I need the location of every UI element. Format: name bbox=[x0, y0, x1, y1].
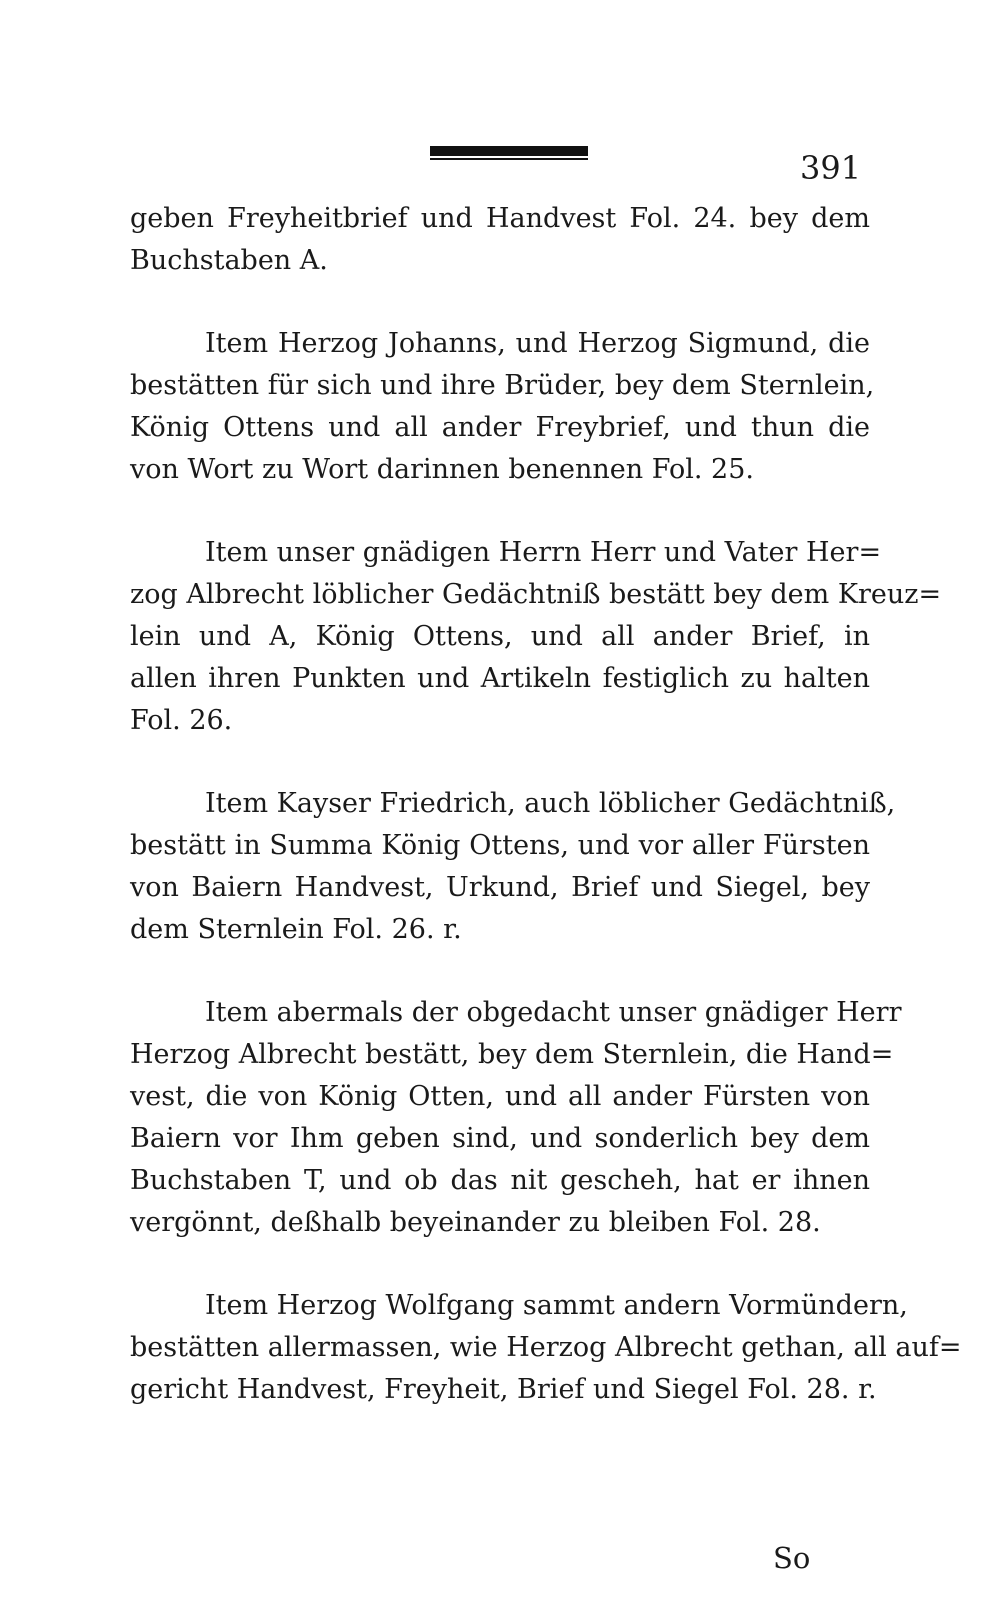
paragraph-gap bbox=[130, 951, 870, 992]
text-line: bestätten für sich und ihre Brüder, bey dem Sternlein, bbox=[130, 370, 875, 401]
text-line: König Ottens und all ander Freybrief, und thun die bbox=[130, 412, 870, 443]
header-rule-thick bbox=[430, 146, 588, 156]
paragraph bbox=[130, 783, 896, 951]
text-line: zog Albrecht löblicher Gedächtniß bestätt bey dem Kreuz= bbox=[130, 579, 942, 610]
paragraph-gap bbox=[130, 1244, 870, 1285]
text-line: von Baiern Handvest, Urkund, Brief und Siegel, bey bbox=[130, 872, 870, 903]
paragraph bbox=[130, 1285, 962, 1411]
text-line: Buchstaben A. bbox=[130, 245, 328, 276]
text-line: Item abermals der obgedacht unser gnädiger Herr bbox=[205, 997, 902, 1028]
text-line: bestätten allermassen, wie Herzog Albrecht gethan, all auf= bbox=[130, 1332, 962, 1363]
paragraph bbox=[130, 532, 942, 742]
text-line: Item Herzog Wolfgang sammt andern Vormündern, bbox=[205, 1290, 908, 1321]
text-line: gericht Handvest, Freyheit, Brief und Siegel Fol. 28. r. bbox=[130, 1374, 877, 1405]
paragraph-gap bbox=[130, 491, 870, 532]
text-line: geben Freyheitbrief und Handvest Fol. 24. bey dem bbox=[130, 203, 870, 234]
text-line: vergönnt, deßhalb beyeinander zu bleiben Fol. 28. bbox=[130, 1207, 821, 1238]
text-line: Item Herzog Johanns, und Herzog Sigmund, die bbox=[205, 328, 870, 359]
catchword: So bbox=[773, 1541, 811, 1575]
paragraph-gap bbox=[130, 282, 870, 323]
body-text bbox=[130, 198, 962, 1411]
text-line: bestätt in Summa König Ottens, und vor aller Fürsten bbox=[130, 830, 870, 861]
text-line: allen ihren Punkten und Artikeln festiglich zu halten bbox=[130, 663, 870, 694]
text-line: Baiern vor Ihm geben sind, und sonderlich bey dem bbox=[130, 1123, 870, 1154]
header-rule bbox=[430, 146, 588, 162]
text-line: Herzog Albrecht bestätt, bey dem Sternlein, die Hand= bbox=[130, 1039, 894, 1070]
text-line: lein und A, König Ottens, und all ander Brief, in bbox=[130, 621, 870, 652]
text-line: dem Sternlein Fol. 26. r. bbox=[130, 914, 462, 945]
text-line: Item unser gnädigen Herrn Herr und Vater Her= bbox=[205, 537, 882, 568]
text-line: von Wort zu Wort darinnen benennen Fol. 25. bbox=[130, 454, 754, 485]
text-line: vest, die von König Otten, und all ander Fürsten von bbox=[130, 1081, 870, 1112]
paragraph bbox=[130, 323, 875, 491]
header-rule-thin bbox=[430, 158, 588, 160]
paragraph bbox=[130, 992, 902, 1244]
paragraph-gap bbox=[130, 742, 870, 783]
text-line: Fol. 26. bbox=[130, 705, 233, 736]
text-line: Item Kayser Friedrich, auch löblicher Gedächtniß, bbox=[205, 788, 896, 819]
page-number: 391 bbox=[800, 149, 862, 187]
paragraph bbox=[130, 198, 870, 282]
text-line: Buchstaben T, und ob das nit gescheh, hat er ihnen bbox=[130, 1165, 870, 1196]
